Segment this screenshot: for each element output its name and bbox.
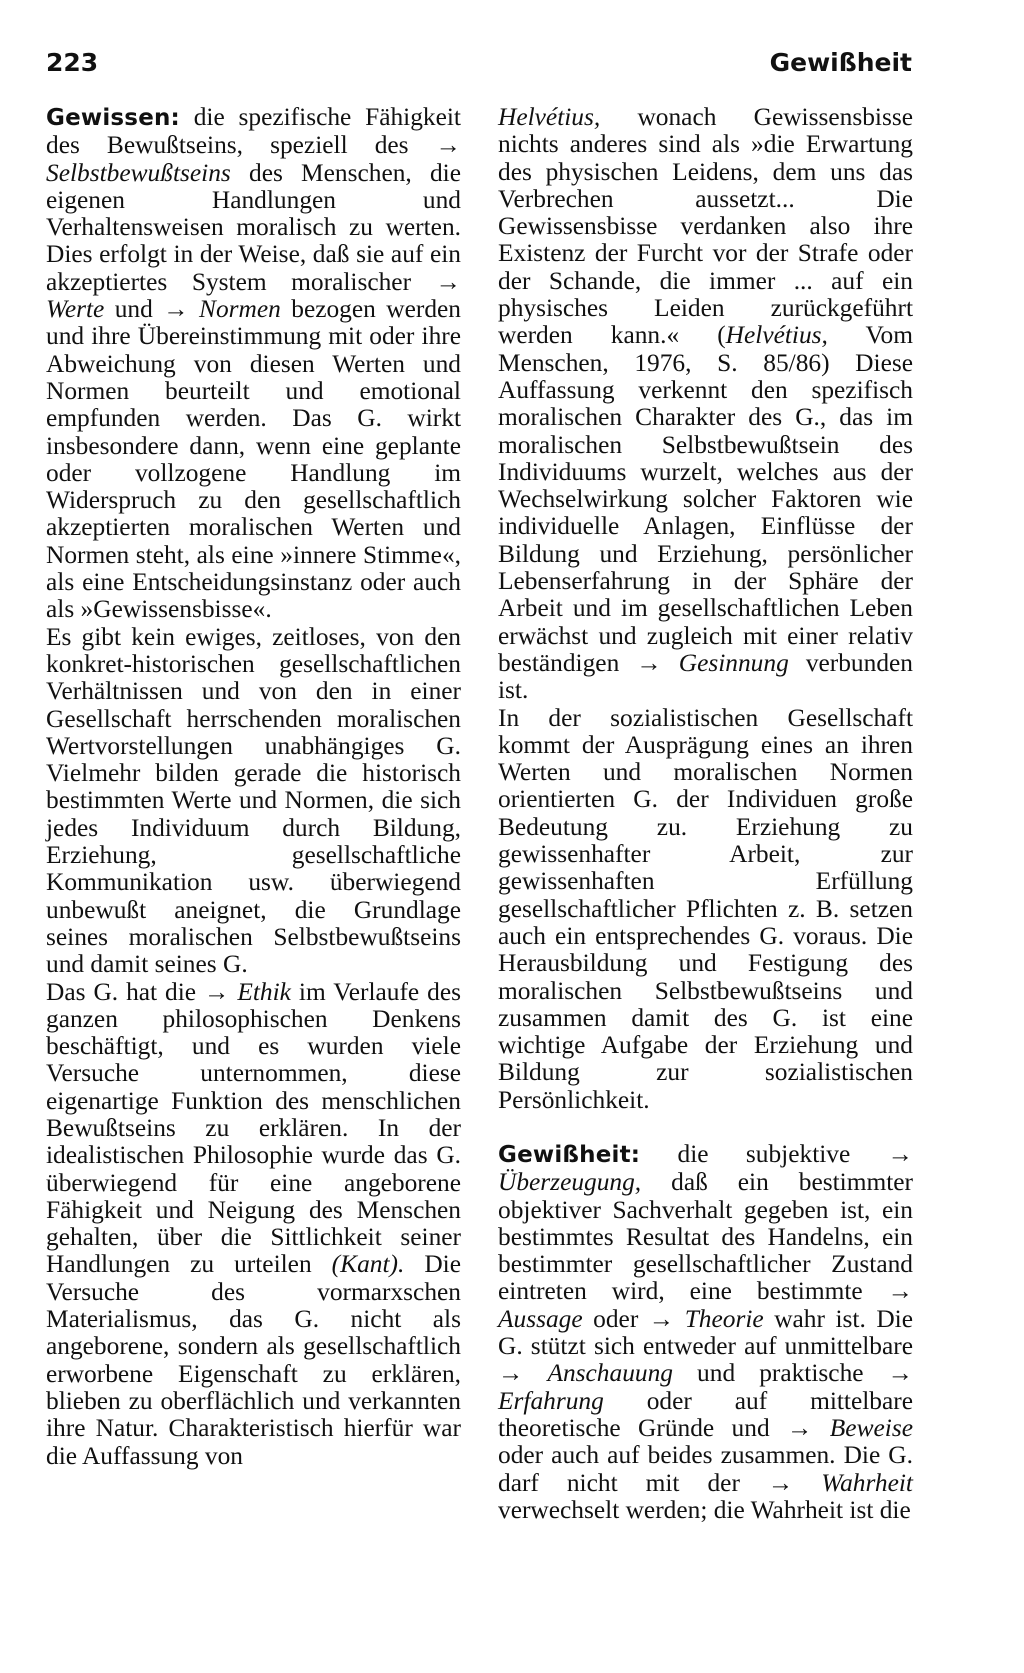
entry-text: wahr ist. Die G. stützt sich entweder auf unmittelbare → [498, 1304, 913, 1388]
entry-text: verwechselt werden; die Wahrheit ist die [498, 1495, 911, 1524]
entry-text: Das G. hat die → [46, 977, 238, 1006]
running-head: Gewißheit [769, 48, 912, 77]
crossref-werte: Werte [46, 295, 105, 324]
entry-text: Die Versuche des vormarxschen Materialismus, das G. nicht als angeborene, sondern als gesellschaftlich erworbene Eigenschaft zu erklären, blieben zu oberflächlich und verkannten ihre Natur. Charakteristisch hierfür war die Auffassung von [46, 1250, 461, 1470]
entry-text: Vom Menschen, 1976, S. 85/86) Diese Auffassung verkennt den spezifisch moralischen Charakter des G., das im moralischen Selbstbewußtsein des Individuums wurzelt, welches aus der Wechselwirkung solcher Faktoren wie individuelle Anlagen, Einflüsse der Bildung und Erziehung, persönlicher Lebenserfahrung in der Sphäre der Arbeit und im gesellschaftlichen Leben erwächst und zugleich mit einer relativ beständigen → [498, 321, 913, 677]
entry-text: die spezifische Fähigkeit des Bewußtseins, speziell des → [46, 103, 461, 160]
crossref-theorie: Theorie [684, 1304, 764, 1333]
page-header [46, 48, 912, 88]
entry-text: oder → [582, 1304, 685, 1333]
entry-gewissheit [498, 1141, 913, 1524]
left-column [46, 104, 461, 1470]
paragraph [46, 979, 461, 1470]
page-number: 223 [46, 48, 99, 77]
paragraph: In der sozialistischen Gesellschaft kommt der Ausprägung eines an ihren Werten und moralischen Normen orientierten G. der Individuen große Bedeutung zu. Erziehung zu gewissenhafter Arbeit, zur gewissenhaften Erfüllung gesellschaftlicher Pflichten z. B. setzen auch ein entsprechendes G. voraus. Die Herausbildung und Festigung des moralischen Selbstbewußtseins und zusammen damit des G. ist eine wichtige Aufgabe der Erziehung und Bildung zur sozialistischen Persönlichkeit. [498, 703, 913, 1114]
paragraph: Es gibt kein ewiges, zeitloses, von den konkret-historischen gesellschaftlichen Verhältnissen und von den in einer Gesellschaft herrschenden moralischen Wertvorstellungen unabhängiges G. Vielmehr bilden gerade die historisch bestimmten Werte und Normen, die sich jedes Individuum durch Bildung, Erziehung, gesellschaftliche Kommunikation usw. überwiegend unbewußt aneignet, die Grundlage seines moralischen Selbstbewußtseins und damit seines G. [46, 622, 461, 979]
citation-kant: (Kant). [331, 1250, 405, 1279]
entry-separator [498, 1114, 913, 1141]
entry-text: oder auf mittelbare theoretische Gründe und → [498, 1386, 913, 1442]
entry-text: oder auch auf beides zusammen. Die G. darf nicht mit der → [498, 1441, 913, 1497]
crossref-selbstbewusstsein: Selbstbewußtseins [46, 158, 231, 187]
crossref-wahrheit: Wahrheit [821, 1468, 913, 1497]
crossref-erfahrung: Erfahrung [498, 1386, 604, 1415]
entry-gewissen-intro [46, 104, 461, 624]
citation-helvetius: Helvétius, [498, 103, 601, 131]
crossref-anschauung: Anschauung [547, 1359, 673, 1388]
entry-term-gewissen: Gewissen: [46, 105, 180, 131]
entry-text: im Verlaufe des ganzen philosophischen Denkens beschäftigt, und es wurden viele Versuche unternommen, diese eigenartige Funktion des menschlichen Bewußtseins zu erklären. In der idealistischen Philosophie wurde das G. überwiegend für eine angeborene Fähigkeit und Neigung des Menschen gehalten, über die Sittlichkeit seiner Handlungen zu urteilen [46, 977, 461, 1279]
entry-term-gewissheit: Gewißheit: [498, 1141, 641, 1168]
entry-text: wonach Gewissensbisse nichts anderes sind als »die Erwartung des physischen Leidens, dem uns das Verbrechen aussetzt... Die Gewissensbisse verdanken also ihre Existenz der Furcht vor der Strafe oder der Schande, die immer ... auf ein physisches Leiden zurückgeführt werden kann.« ( [498, 103, 913, 350]
crossref-normen: Normen [199, 295, 281, 324]
citation-helvetius: Helvétius, [725, 321, 828, 350]
crossref-ueberzeugung: Überzeugung, [498, 1168, 642, 1197]
right-column [498, 104, 913, 1524]
crossref-aussage: Aussage [498, 1304, 583, 1333]
entry-text: bezogen werden und ihre Übereinstimmung mit oder ihre Abweichung von diesen Werten und Normen beurteilt und emotional empfunden werden. Das G. wirkt insbesondere dann, wenn eine geplante oder vollzogene Handlung im Widerspruch zu den gesellschaftlich akzeptierten moralischen Werten und Normen steht, als eine »innere Stimme«, als eine Entscheidungsinstanz oder auch als »Gewissensbisse«. [46, 295, 461, 624]
entry-text: und praktische → [672, 1359, 913, 1388]
entry-text: des Menschen, die eigenen Handlungen und Verhaltensweisen moralisch zu werten. Dies erfolgt in der Weise, daß sie auf ein akzeptiertes System moralischer → [46, 158, 461, 296]
crossref-ethik: Ethik [237, 977, 291, 1006]
entry-text: daß ein bestimmter objektiver Sachverhalt gegeben ist, ein bestimmtes Resultat des Handelns, ein bestimmter gesellschaftlicher Zustand eintreten wird, eine bestimmte → [498, 1168, 913, 1306]
entry-text: verbunden ist. [498, 648, 913, 705]
paragraph [498, 104, 913, 705]
crossref-gesinnung: Gesinnung [678, 648, 789, 677]
entry-text: die subjektive → [640, 1139, 913, 1168]
entry-text: und → [104, 295, 200, 324]
crossref-beweise: Beweise [829, 1413, 913, 1442]
